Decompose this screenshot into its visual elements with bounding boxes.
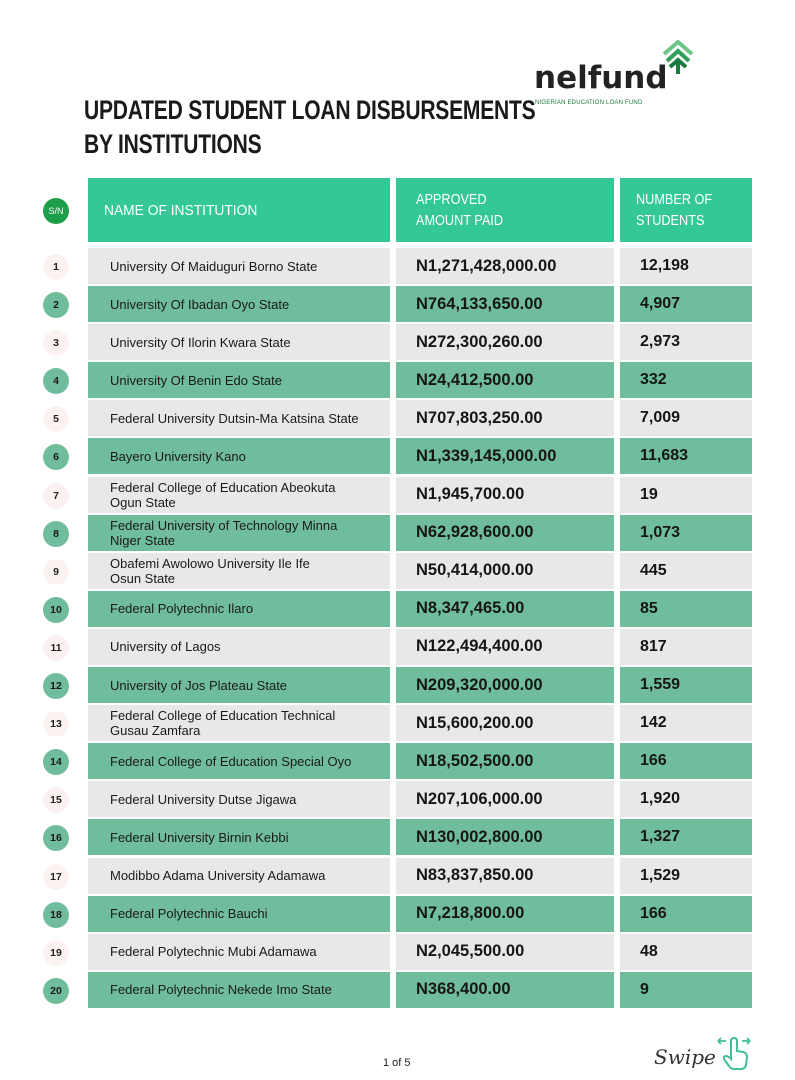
approved-amount-cell: N1,339,145,000.00 bbox=[396, 438, 614, 474]
institution-name-line-1: Federal Polytechnic Nekede Imo State bbox=[110, 982, 332, 998]
student-count-cell: 2,973 bbox=[620, 324, 752, 360]
table-row bbox=[0, 476, 795, 514]
institution-name-cell bbox=[88, 400, 390, 436]
amount-header-line-2: AMOUNT PAID bbox=[416, 212, 504, 229]
institution-name-line-1: University Of Benin Edo State bbox=[110, 372, 282, 388]
institution-name-line-1: Federal University of Technology Minna bbox=[110, 517, 338, 533]
institution-name-cell bbox=[88, 553, 390, 589]
table-row bbox=[0, 399, 795, 437]
student-count-cell: 85 bbox=[620, 591, 752, 627]
serial-number-badge: 8 bbox=[43, 521, 69, 547]
page-indicator: 1 of 5 bbox=[383, 1057, 411, 1069]
serial-number-badge: 2 bbox=[43, 292, 69, 318]
table-row bbox=[0, 437, 795, 475]
institution-name-line-1: Federal Polytechnic Bauchi bbox=[110, 906, 268, 922]
table-row bbox=[0, 818, 795, 856]
serial-number-badge: 4 bbox=[43, 368, 69, 394]
student-count-cell: 9 bbox=[620, 972, 752, 1008]
institution-name-cell bbox=[88, 438, 390, 474]
serial-number-badge: 16 bbox=[43, 825, 69, 851]
student-count-cell: 1,073 bbox=[620, 515, 752, 551]
approved-amount-cell: N83,837,850.00 bbox=[396, 858, 614, 894]
approved-amount-cell: N62,928,600.00 bbox=[396, 515, 614, 551]
student-count-cell: 11,683 bbox=[620, 438, 752, 474]
institution-name-cell bbox=[88, 667, 390, 703]
table-row bbox=[0, 742, 795, 780]
sn-header: S/N bbox=[43, 198, 69, 224]
table-row bbox=[0, 361, 795, 399]
institution-name-line-1: Federal Polytechnic Mubi Adamawa bbox=[110, 944, 317, 960]
institution-name-line-1: University Of Ibadan Oyo State bbox=[110, 296, 290, 312]
institution-name-line-2: Ogun State bbox=[110, 494, 176, 510]
serial-number-badge: 18 bbox=[43, 902, 69, 928]
institution-name-line-1: Obafemi Awolowo University Ile Ife bbox=[110, 555, 310, 571]
institution-name-cell bbox=[88, 248, 390, 284]
table-row bbox=[0, 666, 795, 704]
serial-number-badge: 10 bbox=[43, 597, 69, 623]
serial-number-badge: 19 bbox=[43, 940, 69, 966]
page-title-line-2: BY INSTITUTIONS bbox=[84, 129, 262, 159]
approved-amount-cell: N209,320,000.00 bbox=[396, 667, 614, 703]
table-row bbox=[0, 971, 795, 1009]
approved-amount-cell: N122,494,400.00 bbox=[396, 629, 614, 665]
table-row bbox=[0, 247, 795, 285]
institution-name-cell bbox=[88, 705, 390, 741]
serial-number-badge: 17 bbox=[43, 864, 69, 890]
approved-amount-cell: N207,106,000.00 bbox=[396, 781, 614, 817]
student-count-cell: 19 bbox=[620, 477, 752, 513]
approved-amount-cell: N15,600,200.00 bbox=[396, 705, 614, 741]
approved-amount-cell: N8,347,465.00 bbox=[396, 591, 614, 627]
serial-number-badge: 6 bbox=[43, 444, 69, 470]
serial-number-badge: 11 bbox=[43, 635, 69, 661]
serial-number-badge: 15 bbox=[43, 787, 69, 813]
serial-number-badge: 13 bbox=[43, 711, 69, 737]
institution-name-line-1: University of Jos Plateau State bbox=[110, 677, 288, 693]
table-row bbox=[0, 704, 795, 742]
student-count-cell: 445 bbox=[620, 553, 752, 589]
student-count-cell: 7,009 bbox=[620, 400, 752, 436]
approved-amount-cell: N7,218,800.00 bbox=[396, 896, 614, 932]
page-title bbox=[84, 93, 535, 161]
amount-header-line-1: APPROVED bbox=[416, 191, 487, 208]
student-count-cell: 817 bbox=[620, 629, 752, 665]
institution-name-cell bbox=[88, 515, 390, 551]
approved-amount-cell: N368,400.00 bbox=[396, 972, 614, 1008]
swipe-hint[interactable] bbox=[652, 1033, 762, 1073]
institution-name-cell bbox=[88, 819, 390, 855]
institution-name-line-1: Federal University Dutse Jigawa bbox=[110, 791, 297, 807]
institution-name-line-1: Federal Polytechnic Ilaro bbox=[110, 601, 254, 617]
institution-name-line-2: Gusau Zamfara bbox=[110, 723, 201, 739]
table-body bbox=[0, 247, 795, 1009]
student-count-cell: 4,907 bbox=[620, 286, 752, 322]
approved-amount-cell: N707,803,250.00 bbox=[396, 400, 614, 436]
students-header-line-1: NUMBER OF bbox=[636, 191, 713, 208]
student-count-cell: 1,327 bbox=[620, 819, 752, 855]
student-count-cell: 166 bbox=[620, 743, 752, 779]
institution-name-line-1: Federal University Dutsin-Ma Katsina State bbox=[110, 410, 359, 426]
student-count-cell: 1,529 bbox=[620, 858, 752, 894]
approved-amount-cell: N1,945,700.00 bbox=[396, 477, 614, 513]
table-row bbox=[0, 895, 795, 933]
institution-name-cell bbox=[88, 324, 390, 360]
student-count-cell: 142 bbox=[620, 705, 752, 741]
student-count-cell: 48 bbox=[620, 934, 752, 970]
institution-name-line-1: University of Lagos bbox=[110, 639, 221, 655]
institution-name-cell bbox=[88, 743, 390, 779]
institution-name-line-1: Federal College of Education Technical bbox=[110, 708, 336, 724]
student-count-cell: 12,198 bbox=[620, 248, 752, 284]
institution-name-cell bbox=[88, 858, 390, 894]
serial-number-badge: 5 bbox=[43, 406, 69, 432]
institution-name-cell bbox=[88, 934, 390, 970]
swipe-label: Swipe bbox=[654, 1045, 716, 1069]
institution-name-line-2: Osun State bbox=[110, 570, 176, 586]
serial-number-badge: 12 bbox=[43, 673, 69, 699]
approved-amount-cell: N764,133,650.00 bbox=[396, 286, 614, 322]
serial-number-badge: 14 bbox=[43, 749, 69, 775]
approved-amount-cell: N130,002,800.00 bbox=[396, 819, 614, 855]
institution-name-line-1: Bayero University Kano bbox=[110, 448, 246, 464]
approved-amount-cell: N18,502,500.00 bbox=[396, 743, 614, 779]
institution-name-cell bbox=[88, 362, 390, 398]
institution-name-cell bbox=[88, 972, 390, 1008]
institution-name-line-1: Modibbo Adama University Adamawa bbox=[110, 868, 326, 883]
serial-number-badge: 1 bbox=[43, 254, 69, 280]
serial-number-badge: 7 bbox=[43, 483, 69, 509]
institution-name-cell bbox=[88, 629, 390, 665]
institution-name-line-1: Federal College of Education Special Oyo bbox=[110, 753, 352, 769]
swipe-hand-icon bbox=[714, 1033, 754, 1071]
approved-amount-cell: N272,300,260.00 bbox=[396, 324, 614, 360]
table-row bbox=[0, 857, 795, 895]
student-count-cell: 1,559 bbox=[620, 667, 752, 703]
students-header-line-2: STUDENTS bbox=[636, 212, 705, 229]
brand-name: nelfund bbox=[534, 60, 668, 96]
table-row bbox=[0, 780, 795, 818]
serial-number-badge: 9 bbox=[43, 559, 69, 585]
institution-name-line-1: University Of Maiduguri Borno State bbox=[110, 258, 318, 274]
institution-name-line-1: Federal College of Education Abeokuta bbox=[110, 479, 336, 495]
brand-tagline: NIGERIAN EDUCATION LOAN FUND bbox=[535, 100, 643, 106]
student-count-cell: 1,920 bbox=[620, 781, 752, 817]
serial-number-badge: 3 bbox=[43, 330, 69, 356]
institution-name-line-1: University Of Ilorin Kwara State bbox=[110, 334, 291, 350]
table-row bbox=[0, 285, 795, 323]
institution-name-cell bbox=[88, 781, 390, 817]
page-title-line-1: UPDATED STUDENT LOAN DISBURSEMENTS bbox=[84, 95, 536, 125]
institution-name-line-1: Federal University Birnin Kebbi bbox=[110, 829, 289, 845]
table-row bbox=[0, 514, 795, 552]
serial-number-badge: 20 bbox=[43, 978, 69, 1004]
table-row bbox=[0, 933, 795, 971]
table-row bbox=[0, 323, 795, 361]
approved-amount-cell: N1,271,428,000.00 bbox=[396, 248, 614, 284]
student-count-cell: 166 bbox=[620, 896, 752, 932]
institution-name-cell bbox=[88, 286, 390, 322]
approved-amount-cell: N50,414,000.00 bbox=[396, 553, 614, 589]
amount-header bbox=[396, 178, 614, 242]
institution-name-cell bbox=[88, 591, 390, 627]
students-header bbox=[620, 178, 752, 242]
institution-name-line-2: Niger State bbox=[110, 532, 176, 548]
institution-name-cell bbox=[88, 477, 390, 513]
institution-name-cell bbox=[88, 896, 390, 932]
institution-header: NAME OF INSTITUTION bbox=[88, 178, 390, 242]
table-row bbox=[0, 552, 795, 590]
nelfund-logo bbox=[532, 40, 702, 110]
approved-amount-cell: N2,045,500.00 bbox=[396, 934, 614, 970]
approved-amount-cell: N24,412,500.00 bbox=[396, 362, 614, 398]
student-count-cell: 332 bbox=[620, 362, 752, 398]
table-row bbox=[0, 628, 795, 666]
table-row bbox=[0, 590, 795, 628]
